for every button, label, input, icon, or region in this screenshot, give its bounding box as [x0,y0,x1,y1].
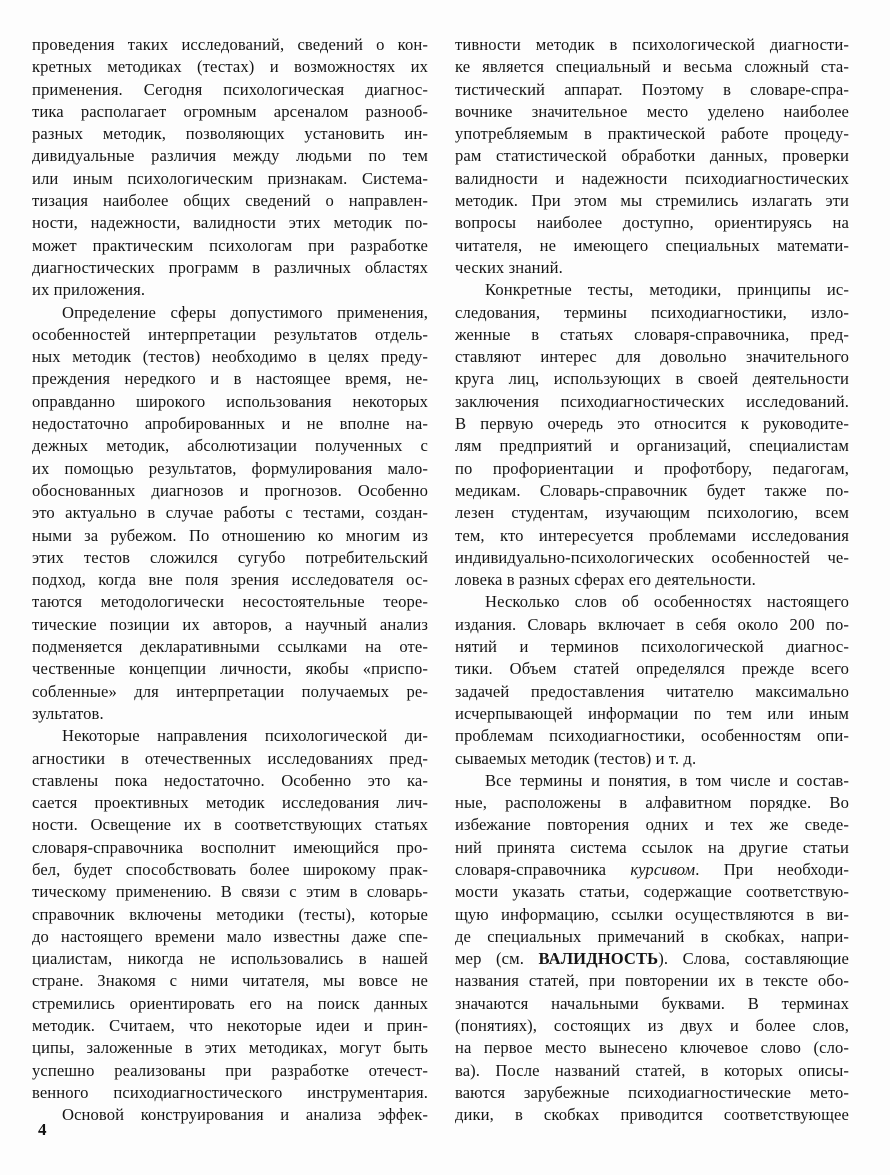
text-line: ципы, заложенные в этих методиках, могут быть [32,1038,428,1058]
text-line: венного психодиагностического инструментария. [32,1082,428,1102]
bold-cross-reference: ВАЛИДНОСТЬ [538,949,659,969]
text-line: В первую очередь это относится к руководите- [455,414,849,434]
text-line: женные в статьях словаря-справочника, пред- [455,324,849,344]
text-line: применения. Сегодня психологическая диагнос- [32,79,428,99]
text-line: это актуально в случае работы с тестами, создан- [32,503,428,523]
text-line: задачей предоставления читателю максимально [455,681,849,701]
text-line: ловека в разных сферах его деятельности. [455,570,756,590]
text-line: их помощью результатов, формулирования мало- [32,458,428,478]
text-line: ставляют интерес для довольно значительного [455,347,849,367]
text-line: собленные» для интерпретации получаемых ре- [32,681,428,701]
text-line: дежных методик, абсолютизации полученных с [32,436,428,456]
text-line: обоснованных диагнозов и прогнозов. Особенно [32,480,428,500]
text-line: тизация наиболее общих сведений о направлен- [32,191,428,211]
text-line: бел, будет способствовать более широкому прак- [32,859,428,879]
text-line: дики, в скобках приводится соответствующее [455,1105,849,1125]
text-line: ний принята система ссылок на другие статьи [455,837,849,857]
text-line: щую информацию, ссылки осуществляются в ви- [455,904,849,924]
text-line: круга лиц, использующих в своей деятельности [455,369,849,389]
text-line: стране. Знакомя с ними читателя, мы вовсе не [32,971,428,991]
text-line: Определение сферы допустимого применения, [62,302,428,322]
text-line: зультатов. [32,703,104,723]
text-line: ке является специальный и весьма сложный ста- [455,57,849,77]
text-line: значаются начальными буквами. В терминах [455,993,849,1013]
text-line: успешно реализованы при разработке отечест- [32,1060,428,1080]
text-line: их приложения. [32,280,146,300]
text-line: Все термины и понятия, в том числе и состав- [485,770,849,790]
text-line: тики. Объем статей определялся прежде всего [455,659,849,679]
text-line: проблемам психодиагностики, особенностям опи- [455,726,849,746]
text-line: следования, термины психодиагностики, изло- [455,302,849,322]
text-line: до настоящего времени мало известны даже спе- [32,926,428,946]
text-line: циалистам, никогда не использовались в нашей [32,949,428,969]
text-line: издания. Словарь включает в себя около 200 по- [455,614,849,634]
text-line: ные, расположены в алфавитном порядке. Во [455,793,849,813]
text-line: тические позиции их авторов, а научный анализ [32,614,428,634]
text-line: особенностей интерпретации результатов отдель- [32,324,428,344]
text-line: словаря-справочника восполнит имеющийся про- [32,837,428,857]
text-line: или иным психологическим признакам. Система- [32,168,428,188]
text-line: агностики в отечественных исследованиях пред- [32,748,428,768]
text-line: де специальных примечаний в скобках, напри- [455,926,849,946]
text-span: ). Слова, составляющие [658,949,849,969]
text-line: употребляемым в практической работе процеду- [455,124,849,144]
text-line: ставлены пока недостаточно. Особенно это ка- [32,770,428,790]
text-line: сается проективных методик исследования лич- [32,793,428,813]
text-line: рам статистической обработки данных, проверки [455,146,849,166]
text-line: лям предприятий и организаций, специалистам [455,436,849,456]
text-line: диагностических программ в различных областях [32,257,428,277]
text-line: тическому применению. В связи с этим в словарь- [32,882,428,902]
text-line: преждения нередкого и в настоящее время, не- [32,369,428,389]
text-line: вопросы наиболее доступно, ориентируясь на [455,213,849,233]
text-line: нятий и терминов психологической диагнос- [455,637,849,657]
text-line: Несколько слов об особенностях настоящего [485,592,849,612]
text-line: (понятиях), состоящих из двух и более слов, [455,1016,849,1036]
text-line: методик. При этом мы стремились излагать эти [455,191,849,211]
text-line: избежание повторения одних и тех же сведе- [455,815,849,835]
text-line: на первое место вынесено ключевое слово (сло- [455,1038,849,1058]
text-line: дивидуальные различия между людьми по тем [32,146,428,166]
text-line: сываемых методик (тестов) и т. д. [455,748,697,768]
text-line: оправданно широкого использования некоторых [32,391,428,411]
text-line: Конкретные тесты, методики, принципы ис- [485,280,849,300]
text-line: недостаточно апробированных и не вполне на- [32,414,428,434]
right-text-column [455,34,849,1127]
text-line: исчерпывающей информации по тем или иным [455,703,849,723]
italic-term: курсивом [630,859,696,879]
text-line: справочник включены методики (тесты), которые [32,904,428,924]
page-number: 4 [38,1120,47,1139]
text-line: ности, надежности, валидности этих методик по- [32,213,428,233]
text-line: читателя, не имеющего специальных математи- [455,235,849,255]
text-span: мер (см. [455,949,539,969]
text-line: подход, когда вне поля зрения исследователя ос- [32,570,428,590]
text-line [455,859,849,881]
text-line: тем, кто интересуется проблемами исследования [455,525,849,545]
text-line: лезен студентам, изучающим психологию, всем [455,503,849,523]
text-line: ческих знаний. [455,257,563,277]
text-line: тивности методик в психологической диагности- [455,35,849,54]
text-line: медикам. Словарь-справочник будет также по- [455,480,849,500]
text-line: методик. Считаем, что некоторые идеи и прин- [32,1016,428,1036]
text-line: ва). После названий статей, в которых описы- [455,1060,849,1080]
text-line: по профориентации и профотбору, педагогам, [455,458,849,478]
text-line: названия статей, при повторении их в тексте обо- [455,971,849,991]
text-line: мости указать статьи, содержащие соответствую- [455,882,849,902]
text-line: заключения психодиагностических исследований. [455,391,849,411]
text-line: тистический аппарат. Поэтому в словаре-спра- [455,79,849,99]
text-line: тика располагает огромным арсеналом разнооб- [32,101,428,121]
text-line: проведения таких исследований, сведений о кон- [32,35,428,54]
text-line: может практическим психологам при разработке [32,235,428,255]
text-line: стремились ориентировать его на поиск данных [32,993,428,1013]
text-line: ваются зарубежные психодиагностические мето- [455,1082,849,1102]
text-line: Основой конструирования и анализа эффек- [62,1105,428,1125]
text-span: . При необходи- [695,859,849,879]
text-span: словаря-справочника [455,859,631,879]
text-line: Некоторые направления психологической ди- [62,726,428,746]
text-line: чественные концепции личности, якобы «приспо- [32,659,428,679]
text-line: валидности и надежности психодиагностических [455,168,849,188]
text-line: индивидуально-психологических особенностей че- [455,547,849,567]
text-line: таются методологически несостоятельные теоре- [32,592,428,612]
text-line: вочнике значительное место уделено наиболее [455,101,849,121]
left-text-column [32,34,428,1127]
text-line: ности. Освещение их в соответствующих статьях [32,815,428,835]
text-line: кретных методиках (тестах) и возможностях их [32,57,428,77]
text-line [455,948,849,970]
text-line: ных методик (тестов) необходимо в целях преду- [32,347,428,367]
text-line: ными за рубежом. По отношению ко многим из [32,525,428,545]
text-line: этих тестов сложился сугубо потребительский [32,547,428,567]
text-line: разных методик, позволяющих установить ин- [32,124,428,144]
text-line: подменяется декларативными ссылками на оте- [32,637,428,657]
